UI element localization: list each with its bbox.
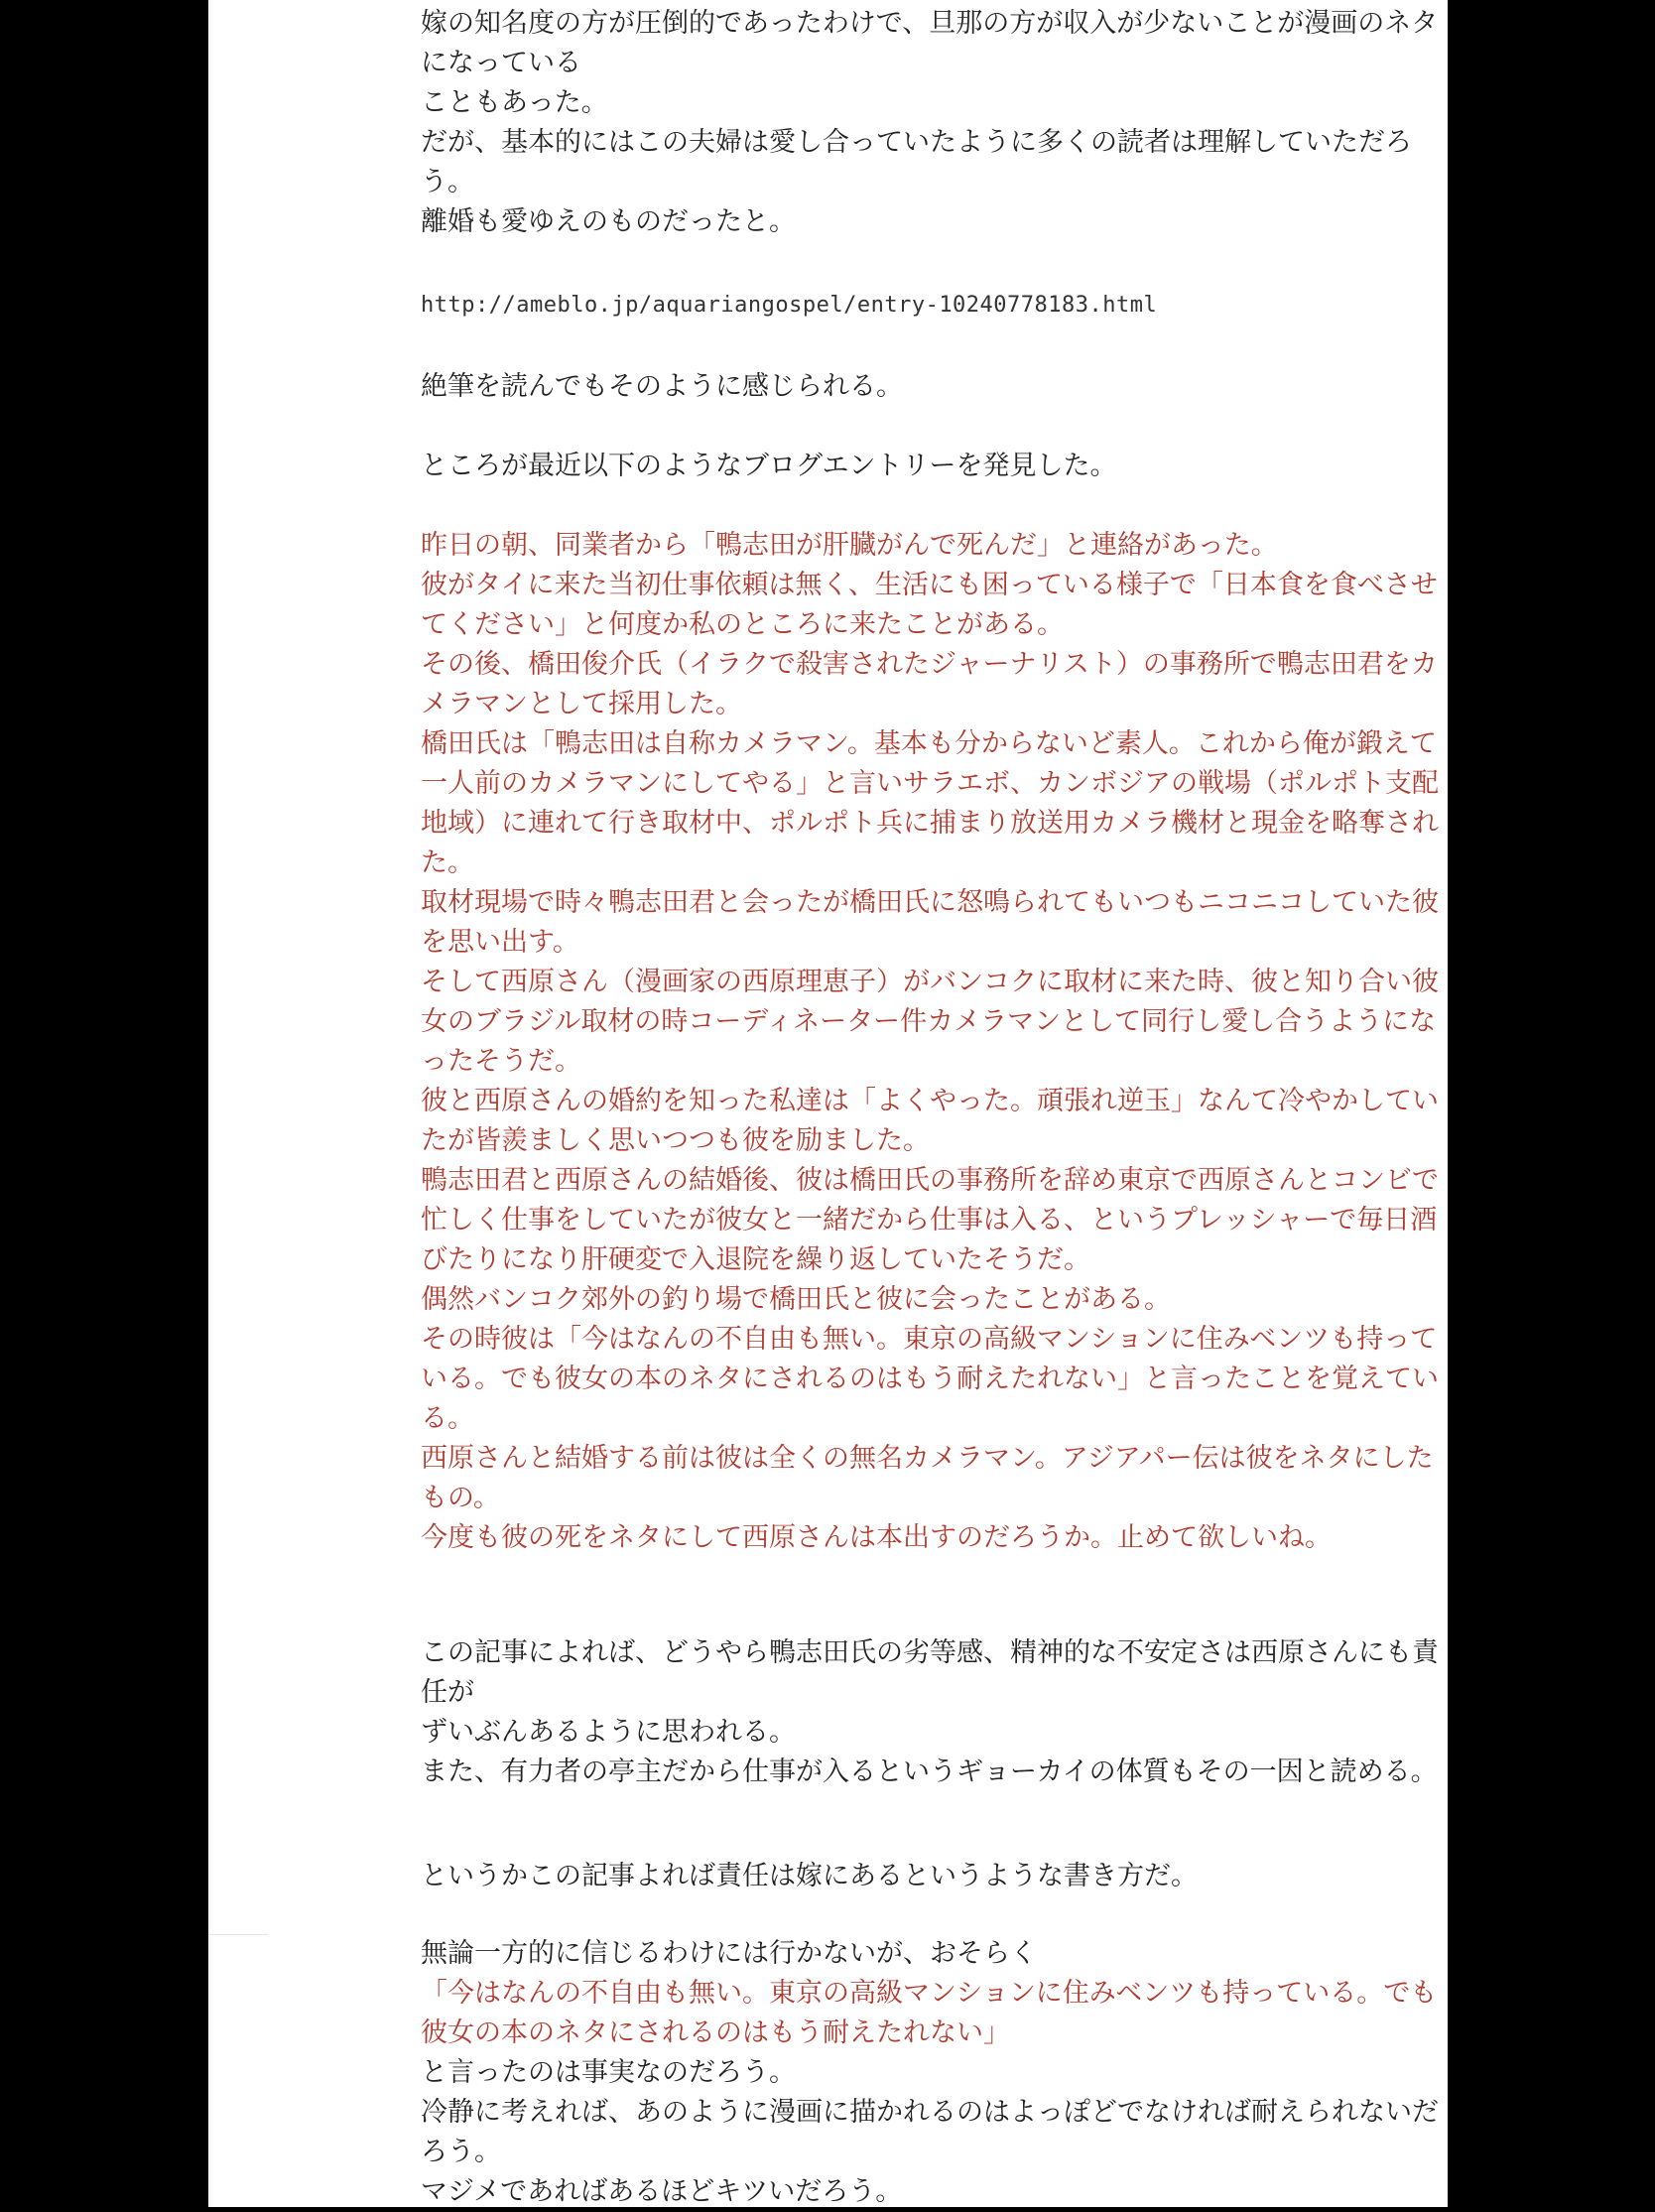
quote-line: 今度も彼の死をネタにして西原さんは本出すのだろうか。止めて欲しいね。	[421, 1522, 1332, 1553]
text-line: ろう。	[421, 2137, 501, 2167]
paragraph-last-work: 絶筆を読んでもそのように感じられる。	[421, 371, 903, 402]
page-divider-mark	[208, 1934, 268, 1935]
text-line: 冷静に考えれば、あのように漫画に描かれるのはよっぽどでなければ耐えられないだ	[421, 2097, 1439, 2128]
text-line: また、有力者の亭主だから仕事が入るというギョーカイの体質もその一因と読める。	[421, 1757, 1438, 1787]
quote-line: たが皆羨ましく思いつつも彼を励ました。	[421, 1125, 930, 1156]
text-line: 離婚も愛ゆえのものだったと。	[421, 206, 796, 237]
paragraph-found-entry: ところが最近以下のようなブログエントリーを発見した。	[421, 451, 1117, 481]
quote-line: 一人前のカメラマンにしてやる」と言いサラエボ、カンボジアの戦場（ポルポト支配	[421, 768, 1439, 799]
quote-line: びたりになり肝硬変で入退院を繰り返していたそうだ。	[421, 1244, 1090, 1275]
quote-line: た。	[421, 847, 474, 878]
quote-line: そして西原さん（漫画家の西原理恵子）がバンコクに取材に来た時、彼と知り合い彼	[421, 967, 1439, 997]
article-page	[208, 0, 1448, 2207]
quote-line: メラマンとして採用した。	[421, 689, 742, 719]
quote-line: 橋田氏は「鴨志田は自称カメラマン。基本も分からないど素人。これから俺が鍛えて	[421, 728, 1437, 759]
text-line: 任が	[421, 1677, 474, 1708]
quote-line: 昨日の朝、同業者から「鴨志田が肝臓がんで死んだ」と連絡があった。	[421, 530, 1278, 561]
quote-line: ったそうだ。	[421, 1046, 581, 1077]
quote-line: その時彼は「今はなんの不自由も無い。東京の高級マンションに住みベンツも持って	[421, 1324, 1438, 1355]
blog-url-link[interactable]: http://ameblo.jp/aquariangospel/entry-10240778183.html	[421, 293, 1158, 318]
quote-line: てください」と何度か私のところに来たことがある。	[421, 609, 1064, 640]
paragraph-conclusion	[421, 1934, 1439, 2212]
quote-line: 「今はなんの不自由も無い。東京の高級マンションに住みベンツも持っている。でも	[421, 1978, 1438, 2009]
text-line: だが、基本的にはこの夫婦は愛し合っていたように多くの読者は理解していただろ	[421, 127, 1412, 158]
quote-line: 西原さんと結婚する前は彼は全くの無名カメラマン。アジアパー伝は彼をネタにした	[421, 1443, 1434, 1474]
text-line: 嫁の知名度の方が圧倒的であったわけで、旦那の方が収入が少ないことが漫画のネタ	[421, 8, 1439, 39]
text-line: う。	[421, 167, 474, 197]
quote-line: 彼と西原さんの婚約を知った私達は「よくやった。頑張れ逆玉」なんて冷やかしてい	[421, 1086, 1439, 1116]
quote-line: 地域）に連れて行き取材中、ポルポト兵に捕まり放送用カメラ機材と現金を略奪され	[421, 808, 1439, 839]
quote-line: 彼がタイに来た当初仕事依頼は無く、生活にも困っている様子で「日本食を食べさせ	[421, 570, 1438, 600]
paragraph-intro	[421, 4, 1438, 242]
paragraph-responsibility: というかこの記事よれば責任は嫁にあるというような書き方だ。	[421, 1861, 1198, 1891]
text-line: こともあった。	[421, 87, 608, 118]
quote-line: 忙しく仕事をしていたが彼女と一緒だから仕事は入る、というプレッシャーで毎日酒	[421, 1205, 1438, 1236]
quote-line: 彼女の本のネタにされるのはもう耐えたれない」	[421, 2017, 1010, 2048]
quote-line: を思い出す。	[421, 927, 579, 958]
text-line: 無論一方的に信じるわけには行かないが、おそらく	[421, 1938, 1037, 1969]
quote-line: 女のブラジル取材の時コーディネーター件カメラマンとして同行し愛し合うようにな	[421, 1006, 1437, 1037]
quote-line: その後、橋田俊介氏（イラクで殺害されたジャーナリスト）の事務所で鴨志田君をカ	[421, 649, 1438, 680]
quoted-blog-entry	[421, 526, 1439, 1558]
text-line: になっている	[421, 48, 581, 78]
quote-line: いる。でも彼女の本のネタにされるのはもう耐えたれない」と言ったことを覚えてい	[421, 1364, 1439, 1394]
quote-line: 鴨志田君と西原さんの結婚後、彼は橋田氏の事務所を辞め東京で西原さんとコンビで	[421, 1165, 1439, 1196]
text-line: マジメであればあるほどキツいだろう。	[421, 2176, 903, 2207]
text-line: と言ったのは事実なのだろう。	[421, 2057, 796, 2088]
quote-line: 偶然バンコク郊外の釣り場で橋田氏と彼に会ったことがある。	[421, 1284, 1171, 1315]
text-line: ずいぶんあるように思われる。	[421, 1717, 796, 1748]
quote-line: 取材現場で時々鴨志田君と会ったが橋田氏に怒鳴られてもいつもニコニコしていた彼	[421, 887, 1439, 918]
text-line: この記事によれば、どうやら鴨志田氏の劣等感、精神的な不安定さは西原さんにも責	[421, 1637, 1439, 1668]
quote-line: もの。	[421, 1483, 500, 1513]
quote-line: る。	[421, 1403, 474, 1434]
paragraph-analysis	[421, 1633, 1439, 1792]
